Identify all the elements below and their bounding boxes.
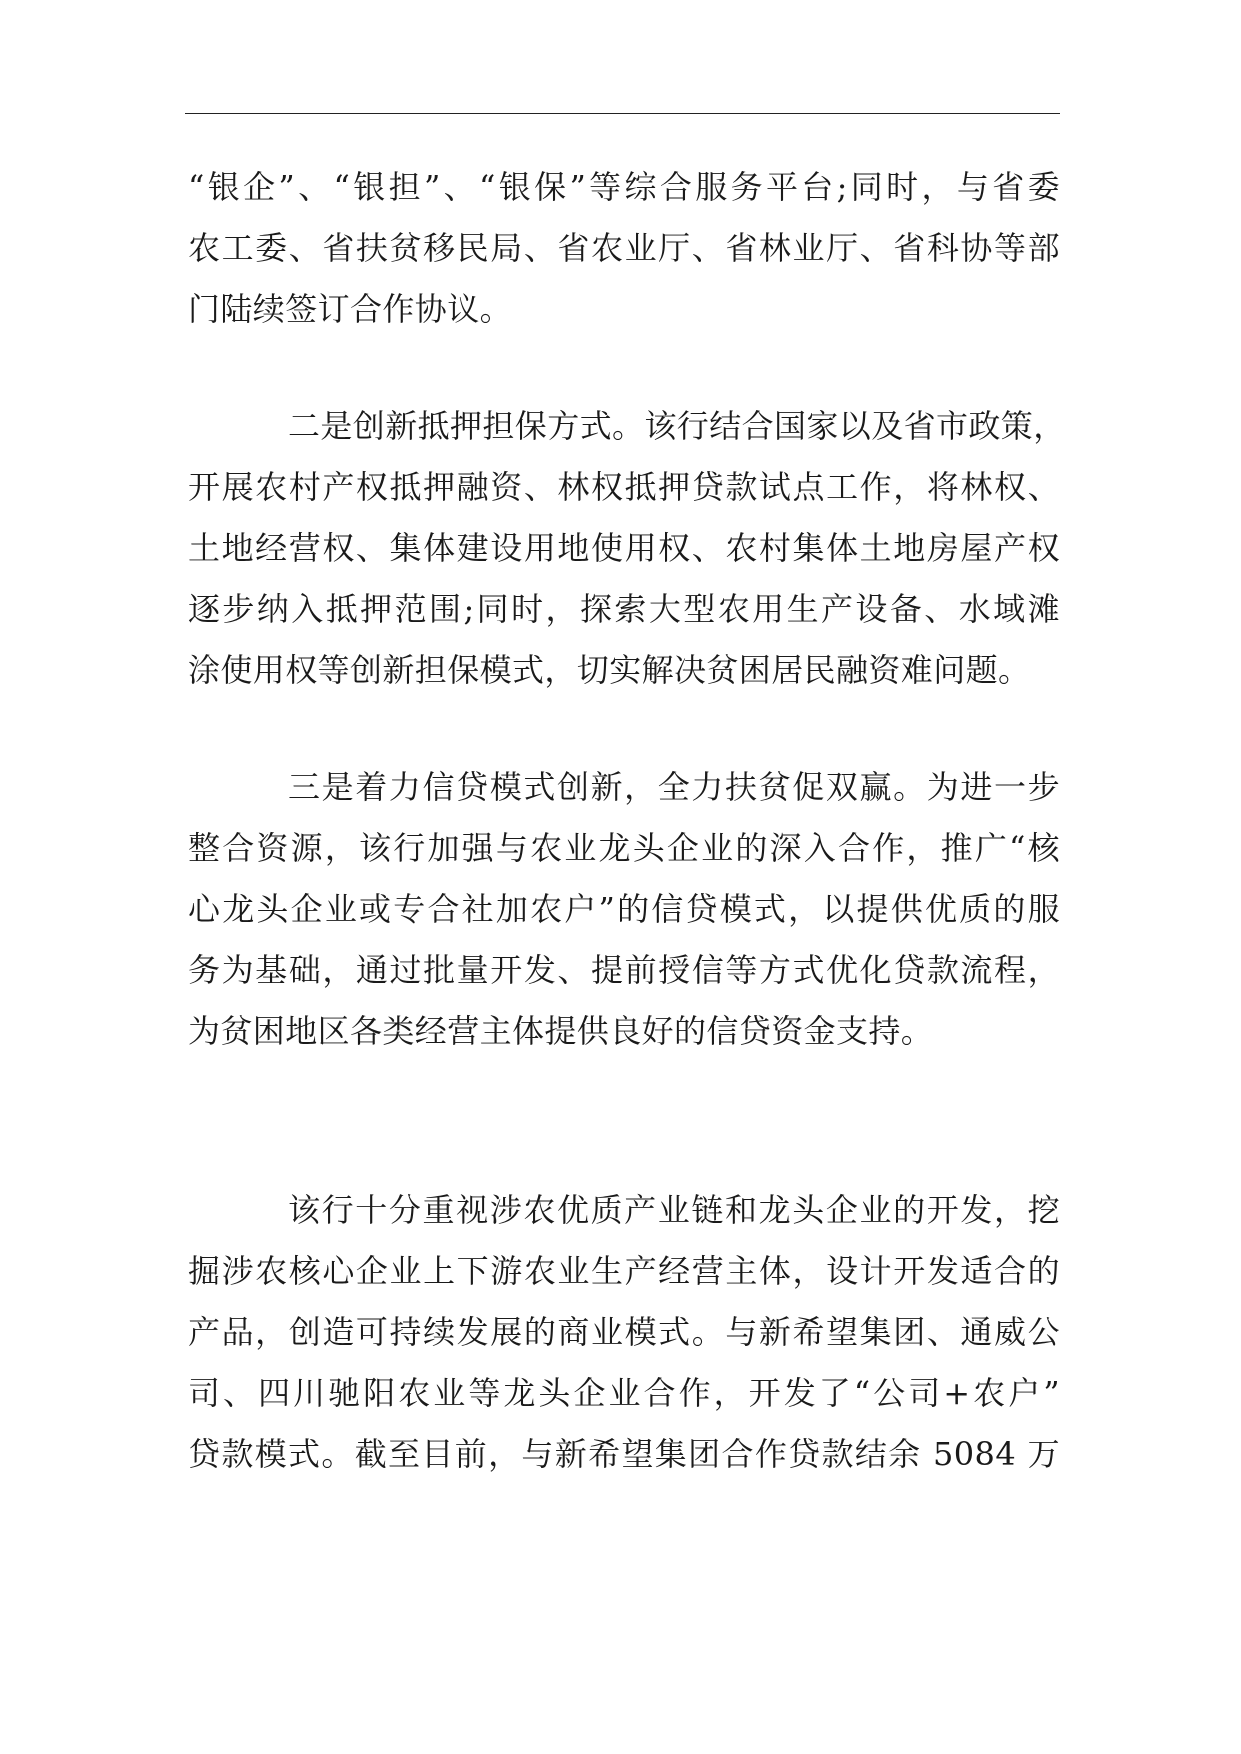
text-line: 农工委、省扶贫移民局、省农业厅、省林业厅、省科协等部 [188, 229, 1060, 267]
text-line: 掘涉农核心企业上下游农业生产经营主体，设计开发适合的 [188, 1252, 1060, 1290]
paragraph-continuation [188, 157, 1060, 340]
text-line: 贷款模式。截至目前，与新希望集团合作贷款结余 5084 万 [188, 1435, 1060, 1473]
header-rule [185, 113, 1060, 114]
text-line: 务为基础，通过批量开发、提前授信等方式优化贷款流程， [188, 951, 1060, 989]
text-line: 该行十分重视涉农优质产业链和龙头企业的开发，挖 [288, 1191, 1060, 1229]
text-line: 为贫困地区各类经营主体提供良好的信贷资金支持。 [188, 1012, 934, 1050]
text-line: 司、四川驰阳农业等龙头企业合作，开发了“公司+农户” [188, 1374, 1060, 1412]
text-line: 整合资源，该行加强与农业龙头企业的深入合作，推广“核 [188, 829, 1060, 867]
text-line: 土地经营权、集体建设用地使用权、农村集体土地房屋产权 [188, 529, 1060, 567]
text-line: 涂使用权等创新担保模式，切实解决贫困居民融资难问题。 [188, 651, 1031, 689]
text-line: 开展农村产权抵押融资、林权抵押贷款试点工作，将林权、 [188, 468, 1060, 506]
text-line: 三是着力信贷模式创新，全力扶贫促双赢。为进一步 [288, 768, 1060, 806]
paragraph-industry-chain [188, 1180, 1060, 1485]
text-line: 产品，创造可持续发展的商业模式。与新希望集团、通威公 [188, 1313, 1060, 1351]
text-line: “银企”、“银担”、“银保”等综合服务平台;同时，与省委 [188, 168, 1060, 206]
text-line: 逐步纳入抵押范围;同时，探索大型农用生产设备、水域滩 [188, 590, 1060, 628]
paragraph-credit-model [188, 757, 1060, 1062]
text-line: 心龙头企业或专合社加农户”的信贷模式，以提供优质的服 [188, 890, 1060, 928]
paragraph-mortgage-guarantee [188, 396, 1066, 701]
text-line: 二是创新抵押担保方式。该行结合国家以及省市政策， [288, 407, 1066, 445]
text-line: 门陆续签订合作协议。 [188, 290, 513, 328]
